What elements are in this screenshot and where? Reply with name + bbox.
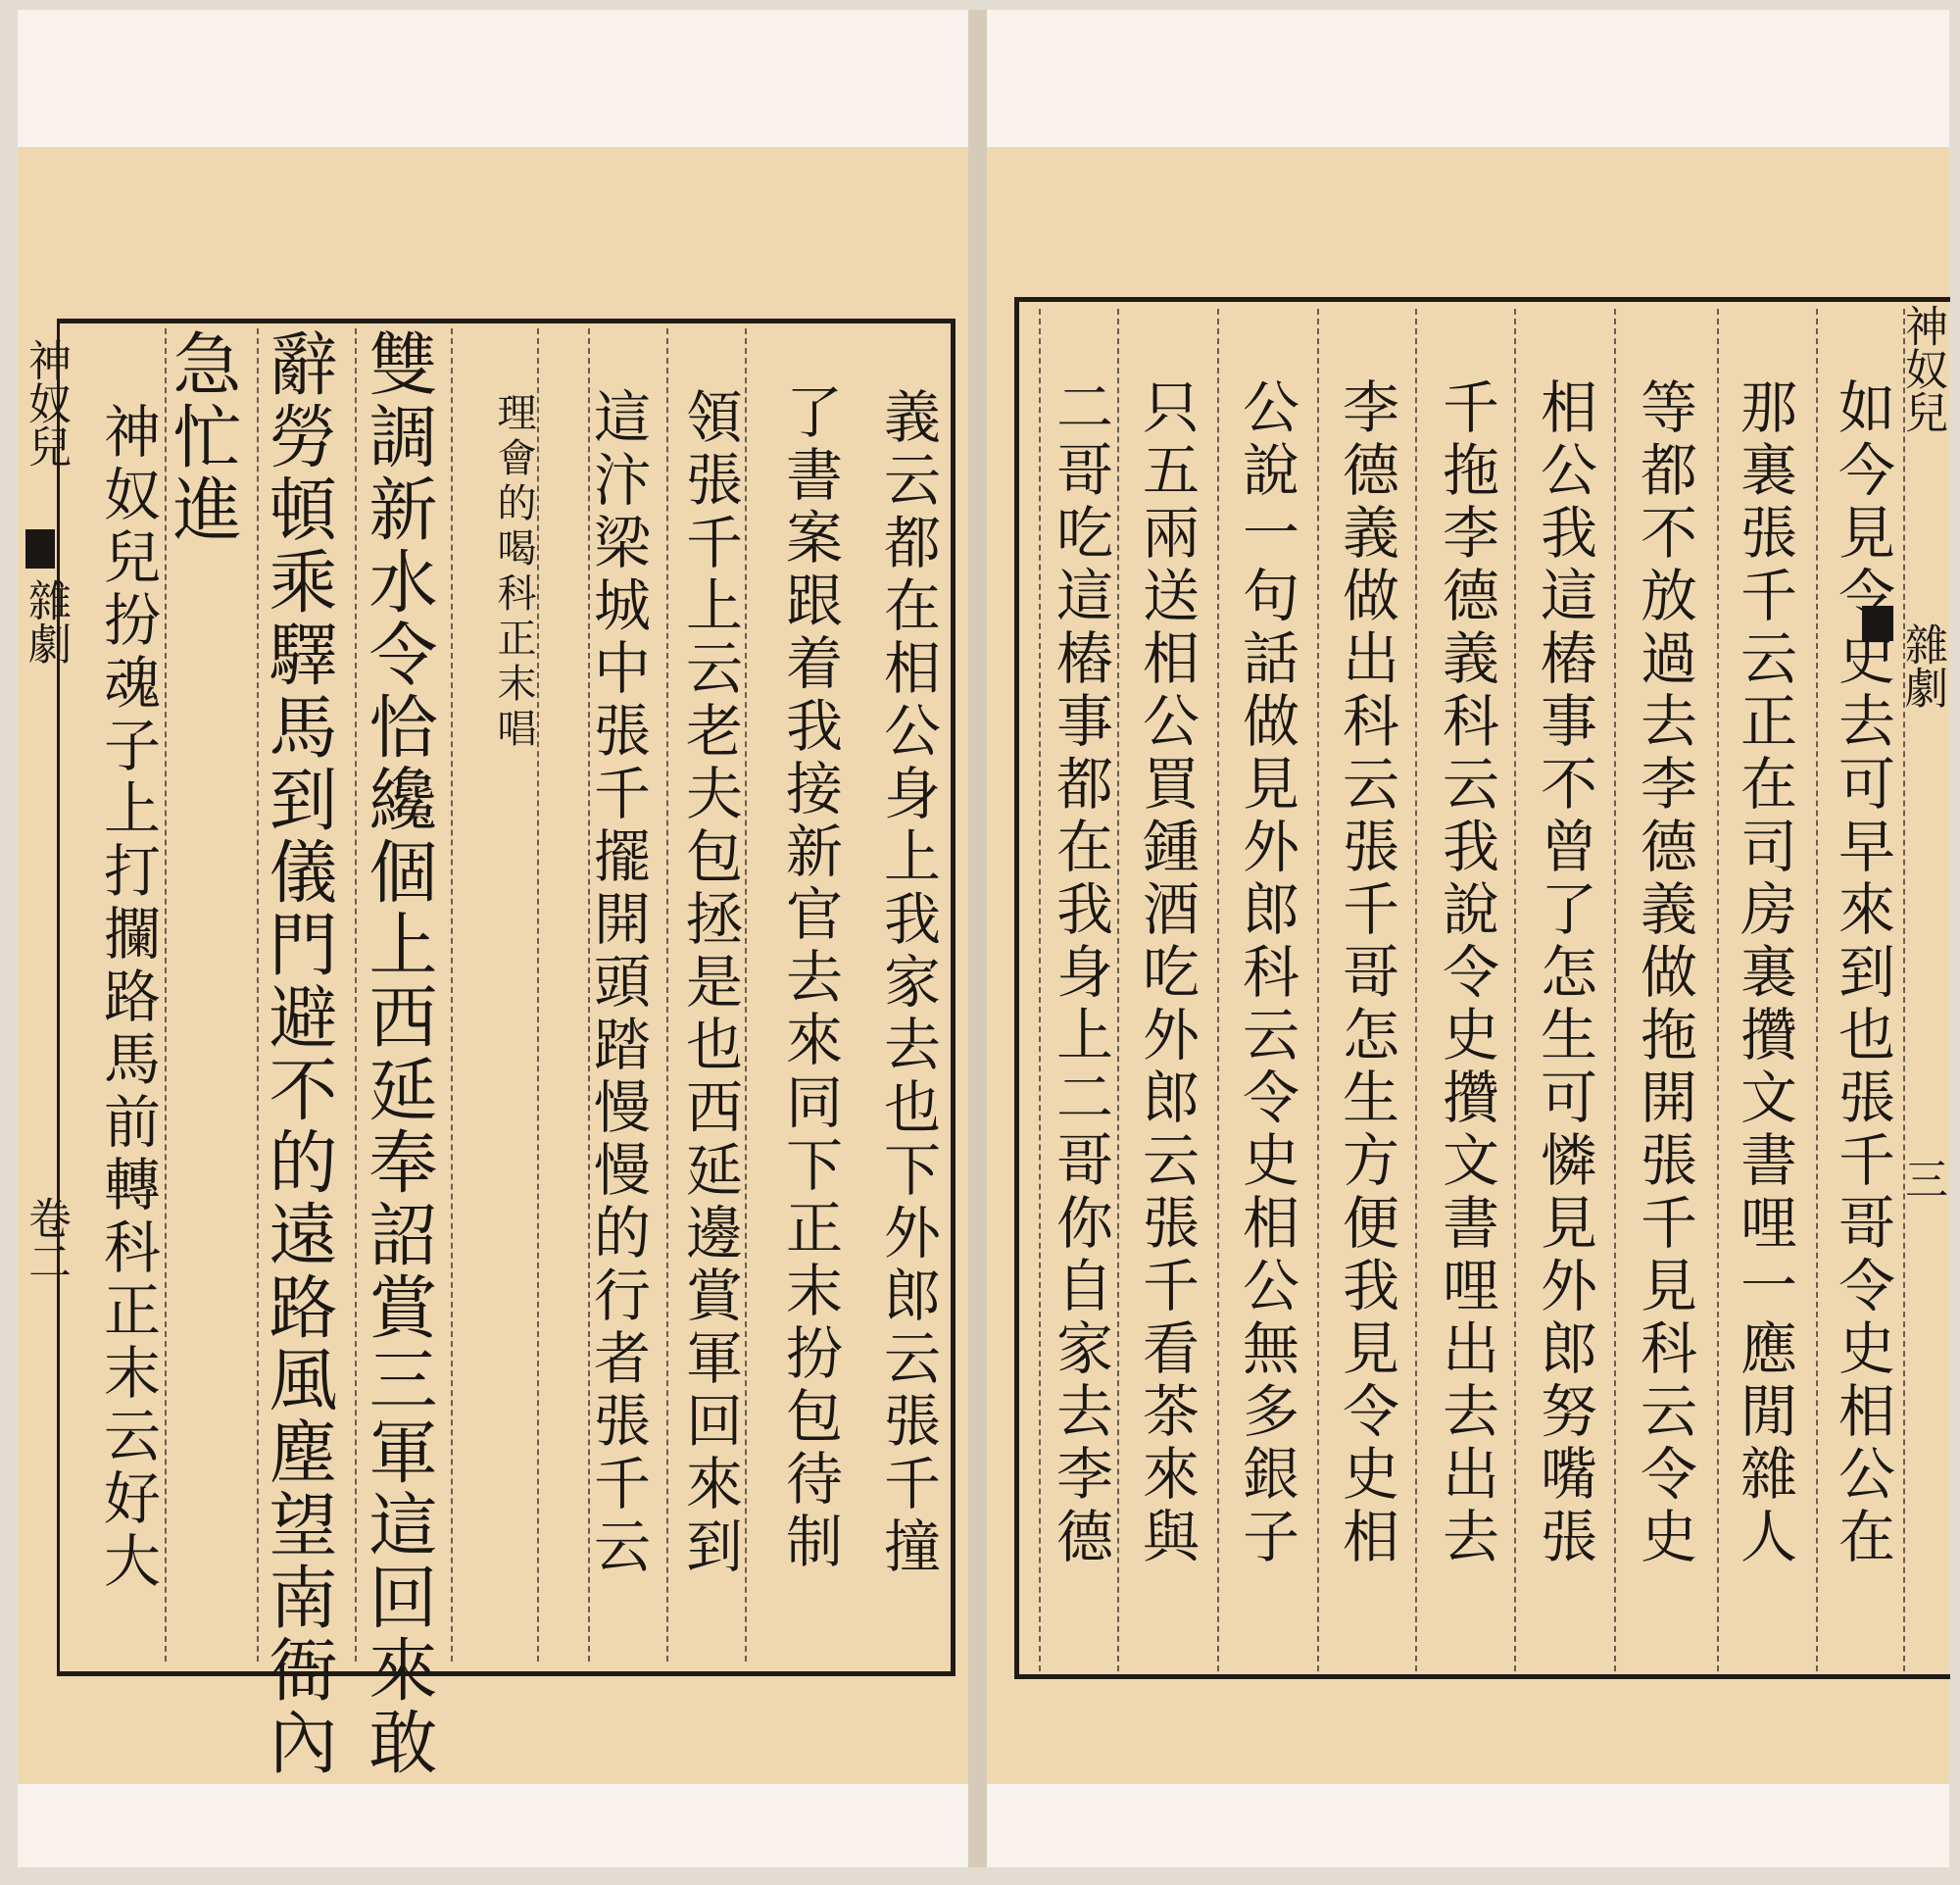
left-fold-page: 卷二 — [21, 1196, 71, 1282]
left-text-column-6: 雙調新水令恰纔個上西延奉詔賞三軍這回來敢 — [358, 328, 438, 1779]
right-text-column-5: 千拖李德義科云我說令史攢文書哩出去出去 — [1433, 377, 1499, 1569]
right-col-rule — [1217, 309, 1219, 1671]
right-col-rule — [1514, 309, 1516, 1671]
left-text-column-1: 義云都在相公身上我家去也下外郎云張千撞 — [874, 387, 941, 1579]
left-col-rule — [451, 328, 453, 1662]
left-text-column-3: 領張千上云老夫包拯是也西延邊賞軍回來到 — [676, 387, 743, 1579]
right-col-rule — [1816, 309, 1818, 1671]
left-text-column-9: 神奴兒扮魂子上打攔路馬前轉科正末云好大 — [94, 402, 161, 1594]
right-text-column-3: 等都不放過去李德義做拖開張千見科云令史 — [1631, 377, 1697, 1569]
right-col-rule — [1717, 309, 1719, 1671]
left-text-column-8: 急忙進 — [162, 328, 242, 546]
left-fold-sub: 雜劇 — [21, 578, 71, 665]
book-gutter — [968, 10, 987, 1867]
left-text-column-5: 理會的喝科正末唱 — [491, 392, 536, 753]
left-text-column-4: 這汴梁城中張千擺開頭踏慢慢的行者張千云 — [584, 387, 651, 1579]
right-fold-page: 三 — [1897, 1157, 1947, 1200]
right-text-column-6: 李德義做出科云張千哥怎生方便我見令史相 — [1333, 377, 1399, 1569]
left-col-rule — [355, 328, 357, 1662]
right-col-rule — [1117, 309, 1119, 1671]
right-col-rule — [1614, 309, 1616, 1671]
right-col-rule — [1039, 309, 1041, 1671]
right-text-column-8: 只五兩送相公買鍾酒吃外郎云張千看茶來與 — [1133, 377, 1200, 1569]
right-fold-sub: 雜劇 — [1897, 622, 1947, 709]
right-col-rule — [1415, 309, 1417, 1671]
right-col-rule — [1903, 309, 1905, 1671]
left-col-rule — [745, 328, 747, 1662]
right-text-column-4: 相公我這樁事不曾了怎生可憐見外郎努嘴張 — [1531, 377, 1597, 1569]
right-text-column-1: 如今見令史去可早來到也張千哥令史相公在 — [1829, 377, 1895, 1569]
left-fold-title: 神奴兒 — [21, 338, 71, 468]
left-fold-mark — [25, 529, 55, 569]
right-col-rule — [1317, 309, 1319, 1671]
right-text-column-9: 二哥吃這樁事都在我身上二哥你自家去李德 — [1047, 377, 1113, 1569]
left-text-column-2: 了書案跟着我接新官去來同下正末扮包待制 — [776, 382, 843, 1574]
left-col-rule — [666, 328, 668, 1662]
left-text-column-7: 辭勞頓乘驛馬到儀門避不的遠路風塵望南衙內 — [258, 328, 338, 1779]
right-text-column-7: 公說一句話做見外郎科云令史相公無多銀子 — [1233, 377, 1299, 1569]
right-text-column-2: 那裏張千云正在司房裏攢文書哩一應閒雜人 — [1731, 377, 1797, 1569]
right-fold-title: 神奴兒 — [1897, 304, 1947, 433]
